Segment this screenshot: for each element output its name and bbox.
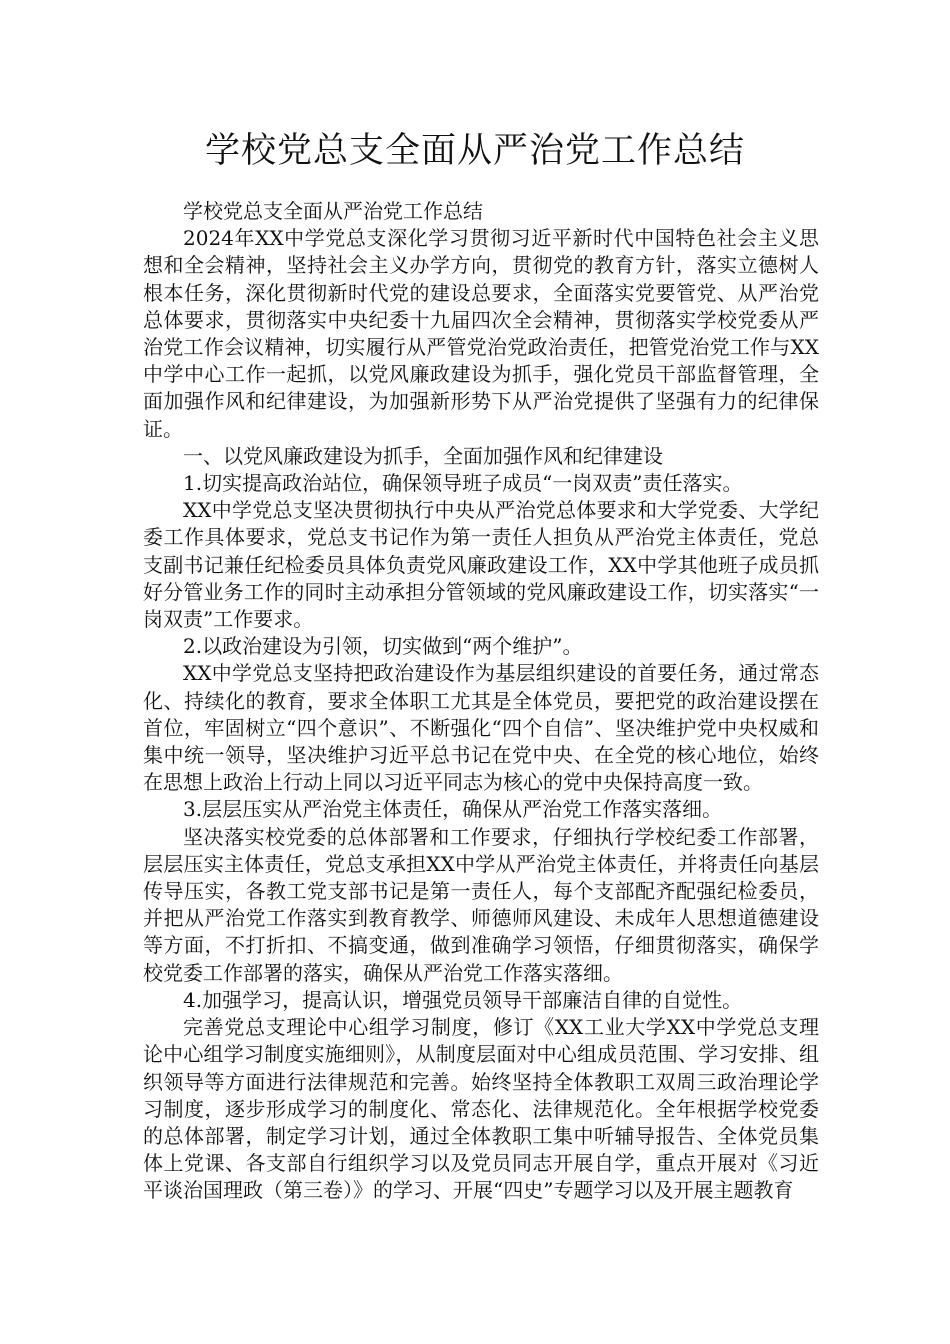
document-title: 学校党总支全面从严治党工作总结 [204,131,745,171]
item-paragraph-3: 坚决落实校党委的总体部署和工作要求，仔细执行学校纪委工作部署，层层压实主体责任，党总支承担XX中学从严治党主体责任，并将责任向基层传导压实，各教工党支部书记是第一责任人，每个支部配齐配强纪检委员，并把从严治党工作落实到教育教学、师德师风建设、未成年人思想道德建设等方面，不打折扣、不搞变通，做到准确学习领悟，仔细贯彻落实，确保学校党委工作部署的落实，确保从严治党工作落实落细。 [143,824,819,985]
section-heading-1: 一、以党风廉政建设为抓手，全面加强作风和纪律建设 [183,443,663,468]
document-body [143,198,819,1205]
item-paragraph-4: 完善党总支理论中心组学习制度，修订《XX工业大学XX中学党总支理论中心组学习制度实施细则》，从制度层面对中心组成员范围、学习安排、组织领导等方面进行法律规范和完善。始终坚持全体教职工双周三政治理论学习制度，逐步形成学习的制度化、常态化、法律规范化。全年根据学校党委的总体部署，制定学习计划，通过全体教职工集中听辅导报告、全体党员集体上党课、各支部自行组织学习以及党员同志开展自学，重点开展对《习近平谈治国理政（第三卷）》的学习、开展“四史”专题学习以及开展主题教育 [143,1015,819,1203]
item-heading-4: 4.加强学习，提高认识，增强党员领导干部廉洁自律的自觉性。 [183,987,743,1012]
item-paragraph-1: XX中学党总支坚决贯彻执行中央从严治党总体要求和大学党委、大学纪委工作具体要求，党总支书记作为第一责任人担负从严治党主体责任，党总支副书记兼任纪检委员具体负责党风廉政建设工作，XX中学其他班子成员抓好分管业务工作的同时主动承担分管领域的党风廉政建设工作，切实落实“一岗双责”工作要求。 [143,498,819,632]
item-paragraph-2: XX中学党总支坚持把政治建设作为基层组织建设的首要任务，通过常态化、持续化的教育，要求全体职工尤其是全体党员，要把党的政治建设摆在首位，牢固树立“四个意识”、不断强化“四个自信”、坚决维护党中央权威和集中统一领导，坚决维护习近平总书记在党中央、在全党的核心地位，始终在思想上政治上行动上同以习近平同志为核心的党中央保持高度一致。 [143,661,819,795]
item-heading-3: 3.层层压实从严治党主体责任，确保从严治党工作落实落细。 [183,797,723,822]
subtitle-paragraph: 学校党总支全面从严治党工作总结 [183,199,483,223]
item-heading-2: 2.以政治建设为引领，切实做到“两个维护”。 [183,634,583,659]
intro-paragraph: 2024年XX中学党总支深化学习贯彻习近平新时代中国特色社会主义思想和全会精神，坚持社会主义办学方向，贯彻党的教育方针，落实立德树人根本任务，深化贯彻新时代党的建设总要求，全面落实党要管党、从严治党总体要求，贯彻落实中央纪委十九届四次全会精神，贯彻落实学校党委从严治党工作会议精神，切实履行从严管党治党政治责任，把管党治党工作与XX中学中心工作一起抓，以党风廉政建设为抓手，强化党员干部监督管理，全面加强作风和纪律建设，为加强新形势下从严治党提供了坚强有力的纪律保证。 [143,226,819,441]
item-heading-1: 1.切实提高政治站位，确保领导班子成员“一岗双责”责任落实。 [183,471,743,496]
